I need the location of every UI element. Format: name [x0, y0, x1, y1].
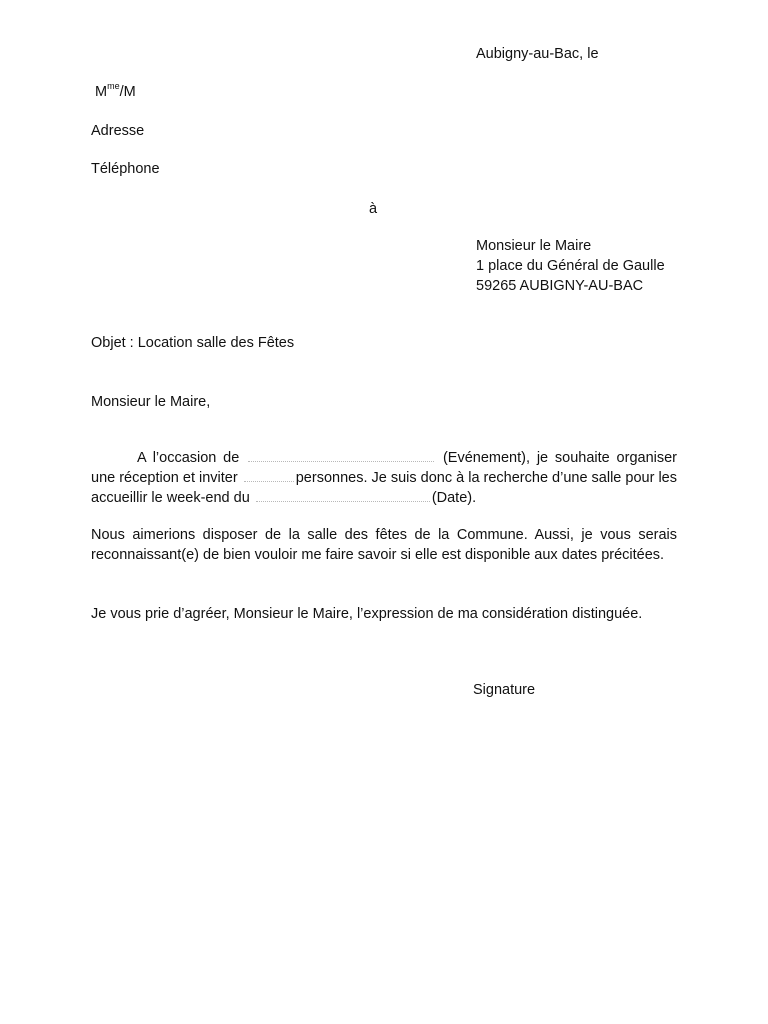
signature-label: Signature	[473, 682, 536, 698]
letter-subject: Objet : Location salle des Fêtes	[91, 335, 295, 351]
recipient-line-2: 1 place du Général de Gaulle	[476, 258, 665, 274]
paragraph-request: Nous aimerions disposer de la salle des fêtes de la Commune. Aussi, je vous serais reconnaissant(e) de bien vouloir me faire savoir si elle est disponible aux dates précitées.	[91, 527, 677, 563]
paragraph-event	[91, 448, 677, 508]
date-blank-field	[256, 501, 430, 502]
paragraph-event-part-2: (Evénement), je souhaite organiser une réception et inviter	[91, 450, 678, 486]
place-date: Aubigny-au-Bac, le	[476, 46, 599, 62]
event-blank-field	[248, 461, 434, 462]
recipient-to: à	[369, 201, 378, 217]
civility-tail: /M	[119, 84, 136, 100]
sender-phone: Téléphone	[91, 161, 160, 177]
sender-address: Adresse	[91, 123, 145, 139]
guest-count-blank-field	[244, 481, 294, 482]
paragraph-event-part-3: personnes. Je suis donc à la recherche d’une salle pour les accueillir le week-end du	[91, 470, 677, 506]
paragraph-event-part-4: (Date).	[431, 490, 477, 506]
civility-superscript: me	[107, 81, 120, 92]
letter-salutation: Monsieur le Maire,	[91, 394, 211, 410]
paragraph-event-part-1: A l’occasion de	[137, 450, 240, 466]
recipient-block	[476, 236, 665, 296]
civility-base: M	[95, 84, 108, 100]
letter-closing: Je vous prie d’agréer, Monsieur le Maire, l’expression de ma considération distinguée.	[91, 606, 643, 622]
recipient-line-3: 59265 AUBIGNY-AU-BAC	[476, 278, 644, 294]
recipient-line-1: Monsieur le Maire	[476, 238, 592, 254]
sender-civility	[95, 82, 136, 102]
